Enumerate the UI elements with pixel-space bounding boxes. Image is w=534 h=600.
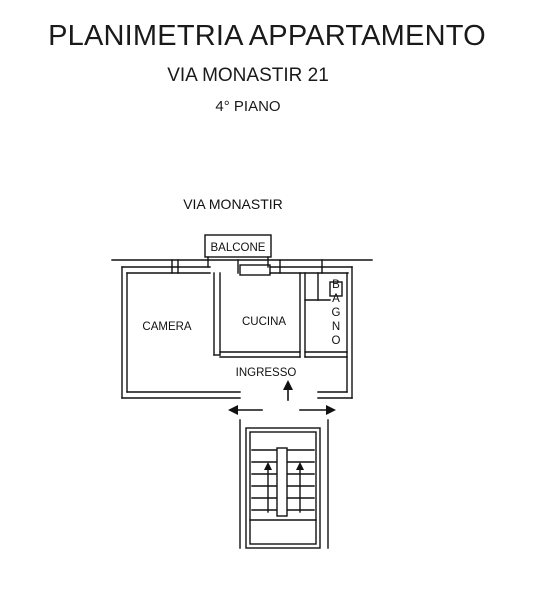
- plan-address: VIA MONASTIR 21: [167, 65, 329, 86]
- balcony-label: BALCONE: [210, 242, 266, 254]
- bathroom-label: [332, 279, 341, 347]
- bathroom-label-letter: O: [331, 335, 341, 347]
- entrance-label: INGRESSO: [235, 367, 297, 379]
- bathroom-label-letter: N: [331, 321, 341, 333]
- bathroom-label-letter: B: [332, 279, 340, 291]
- street-label: VIA MONASTIR: [183, 196, 283, 212]
- kitchen-label: CUCINA: [241, 316, 287, 328]
- bathroom-label-letter: G: [331, 307, 341, 319]
- bathroom-label-letter: A: [332, 293, 340, 305]
- bedroom-label: CAMERA: [142, 321, 192, 333]
- stair-arrow-heads: [264, 462, 304, 470]
- plan-floor: 4° PIANO: [215, 98, 281, 115]
- plan-title: PLANIMETRIA APPARTAMENTO: [48, 20, 486, 52]
- stairwell: [240, 420, 328, 548]
- entrance-arrows: [233, 386, 330, 410]
- interior-walls: [172, 260, 347, 357]
